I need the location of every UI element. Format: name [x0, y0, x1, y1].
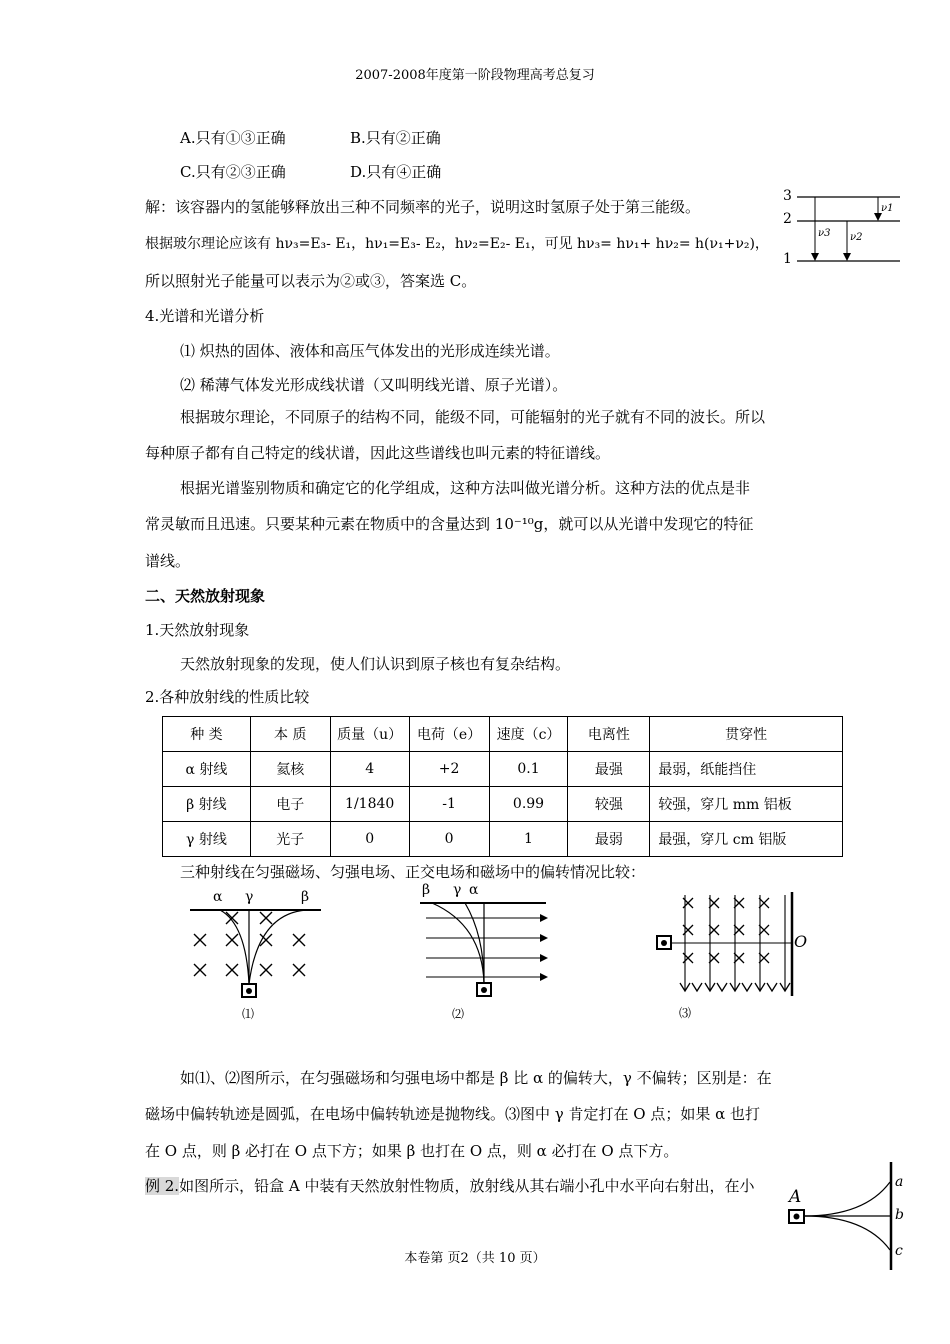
example-fig-a-box-label: A [789, 1187, 802, 1207]
table-header-row [163, 717, 843, 752]
table-cell: 最弱，纸能挡住 [650, 752, 843, 787]
table-cell: γ 射线 [163, 822, 251, 857]
nu2-label: ν2 [850, 232, 863, 243]
table-cell: 较强，穿几 mm 铝板 [650, 787, 843, 822]
table-cell: 4 [330, 752, 409, 787]
nu3-label: ν3 [818, 228, 831, 239]
header-cell: 电离性 [568, 717, 650, 752]
table-cell: +2 [409, 752, 489, 787]
table-row [163, 787, 843, 822]
example-label: 例 2. [145, 1177, 180, 1195]
table-cell: -1 [409, 787, 489, 822]
table-cell: 最弱 [568, 822, 650, 857]
fig2-beta-label: β [422, 882, 431, 898]
section-4-p4a: 根据光谱鉴别物质和确定它的化学组成，这种方法叫做光谱分析。这种方法的优点是非 [180, 479, 751, 497]
fig1-caption: ⑴ [242, 1007, 255, 1021]
header-cell: 速度（c） [489, 717, 568, 752]
fig3-field-lines [670, 895, 791, 990]
header-cell: 本 质 [250, 717, 330, 752]
figure-1-magnetic-field [188, 884, 328, 1024]
fig1-source-dot [246, 988, 252, 994]
example-fig-label-b: b [895, 1207, 904, 1223]
explain-line-1: 如⑴、⑵图所示，在匀强磁场和匀强电场中都是 β 比 α 的偏转大，γ 不偏转；区别是：在 [180, 1069, 772, 1087]
fig2-source-dot [481, 987, 487, 993]
section-4-title: 4.光谱和光谱分析 [145, 307, 265, 325]
option-d: D.只有④正确 [350, 163, 442, 181]
page-header: 2007-2008年度第一阶段物理高考总复习 [355, 68, 595, 83]
example-text: 如图所示，铅盒 A 中装有天然放射性物质，放射线从其右端小孔中水平向右射出，在小 [179, 1177, 755, 1195]
energy-level-diagram [775, 185, 905, 270]
nu1-label: ν1 [881, 203, 894, 214]
fig1-beta-label: β [301, 889, 310, 905]
fig3-o-label: O [794, 932, 808, 951]
table-cell: 0.1 [489, 752, 568, 787]
section-4-p3a: 根据玻尔理论，不同原子的结构不同，能级不同，可能辐射的光子就有不同的波长。所以 [180, 408, 766, 426]
page-footer: 本卷第 页2（共 10 页） [404, 1251, 546, 1266]
table-cell: 较强 [568, 787, 650, 822]
level-2-label: 2 [783, 211, 792, 227]
section-4-p4c: 谱线。 [145, 552, 191, 570]
example-fig-source-dot [794, 1214, 800, 1220]
header-cell: 贯穿性 [650, 717, 843, 752]
table-cell: 0 [330, 822, 409, 857]
section-2-title: 二、天然放射现象 [145, 587, 266, 605]
arrowhead-nu1 [874, 213, 882, 221]
arrowhead-nu2 [843, 253, 851, 261]
table-cell: 电子 [250, 787, 330, 822]
option-c: C.只有②③正确 [180, 163, 286, 181]
option-a: A.只有①③正确 [180, 129, 286, 147]
fig2-alpha-label: α [469, 882, 479, 898]
example-fig-label-a: a [895, 1174, 904, 1190]
fig3-caption: ⑶ [679, 1006, 692, 1020]
section-4-p4b: 常灵敏而且迅速。只要某种元素在物质中的含量达到 10⁻¹⁰g，就可以从光谱中发现它的特征 [145, 515, 754, 533]
table-row [163, 752, 843, 787]
table-cell: 0.99 [489, 787, 568, 822]
section-4-p1: ⑴ 炽热的固体、液体和高压气体发出的光形成连续光谱。 [180, 342, 560, 360]
arrowhead-nu3 [811, 253, 819, 261]
table-cell: 0 [409, 822, 489, 857]
header-cell: 电荷（e） [409, 717, 489, 752]
explain-line-2: 磁场中偏转轨迹是圆弧，在电场中偏转轨迹是抛物线。⑶图中 γ 肯定打在 O 点；如果 α 也打 [145, 1105, 761, 1123]
section-4-p2: ⑵ 稀薄气体发光形成线状谱（又叫明线光谱、原子光谱）。 [180, 376, 568, 394]
radiation-properties-table [162, 716, 843, 857]
figure-2-electric-field [418, 880, 558, 1025]
fig3-source-dot [661, 940, 667, 946]
fig2-gamma-label: γ [453, 882, 462, 898]
figure-3-crossed-fields [655, 890, 815, 1025]
fig2-trajectories [432, 903, 484, 983]
fig1-gamma-label: γ [245, 889, 254, 905]
subsection-1-text: 天然放射现象的发现，使人们认识到原子核也有复杂结构。 [180, 655, 571, 673]
table-cell: 1 [489, 822, 568, 857]
table-cell: 最强，穿几 cm 铝版 [650, 822, 843, 857]
option-b: B.只有②正确 [350, 129, 441, 147]
deflection-intro: 三种射线在匀强磁场、匀强电场、正交电场和磁场中的偏转情况比较： [180, 863, 646, 881]
table-cell: 最强 [568, 752, 650, 787]
fig1-alpha-label: α [213, 889, 223, 905]
table-cell: 光子 [250, 822, 330, 857]
header-cell: 种 类 [163, 717, 251, 752]
subsection-2-title: 2.各种放射线的性质比较 [145, 688, 310, 706]
level-3-label: 3 [783, 188, 792, 204]
table-row [163, 822, 843, 857]
level-1-label: 1 [783, 251, 792, 267]
table-cell: 氦核 [250, 752, 330, 787]
solution-line-2: 根据玻尔理论应该有 hν₃=E₃- E₁，hν₁=E₃- E₂，hν₂=E₂- E₁，可见 hν₃= hν₁+ hν₂= h(ν₁+ν₂)， [145, 236, 769, 252]
explain-line-3: 在 O 点，则 β 必打在 O 点下方；如果 β 也打在 O 点，则 α 必打在 O 点下方。 [145, 1142, 679, 1160]
table-cell: α 射线 [163, 752, 251, 787]
subsection-1-title: 1.天然放射现象 [145, 621, 250, 639]
solution-line-1: 解：该容器内的氢能够释放出三种不同频率的光子，说明这时氢原子处于第三能级。 [145, 198, 701, 216]
fig3-field-crosses [683, 898, 769, 963]
table-cell: 1/1840 [330, 787, 409, 822]
solution-line-3: 所以照射光子能量可以表示为②或③，答案选 C。 [145, 272, 477, 290]
section-4-p3b: 每种原子都有自己特定的线状谱，因此这些谱线也叫元素的特征谱线。 [145, 444, 611, 462]
example-fig-trajectories [804, 1182, 891, 1250]
fig2-caption: ⑵ [452, 1007, 465, 1021]
table-cell: β 射线 [163, 787, 251, 822]
header-cell: 质量（u） [330, 717, 409, 752]
example-fig-label-c: c [895, 1243, 903, 1259]
fig2-field-arrowheads [540, 914, 548, 981]
example-2 [145, 1175, 754, 1196]
